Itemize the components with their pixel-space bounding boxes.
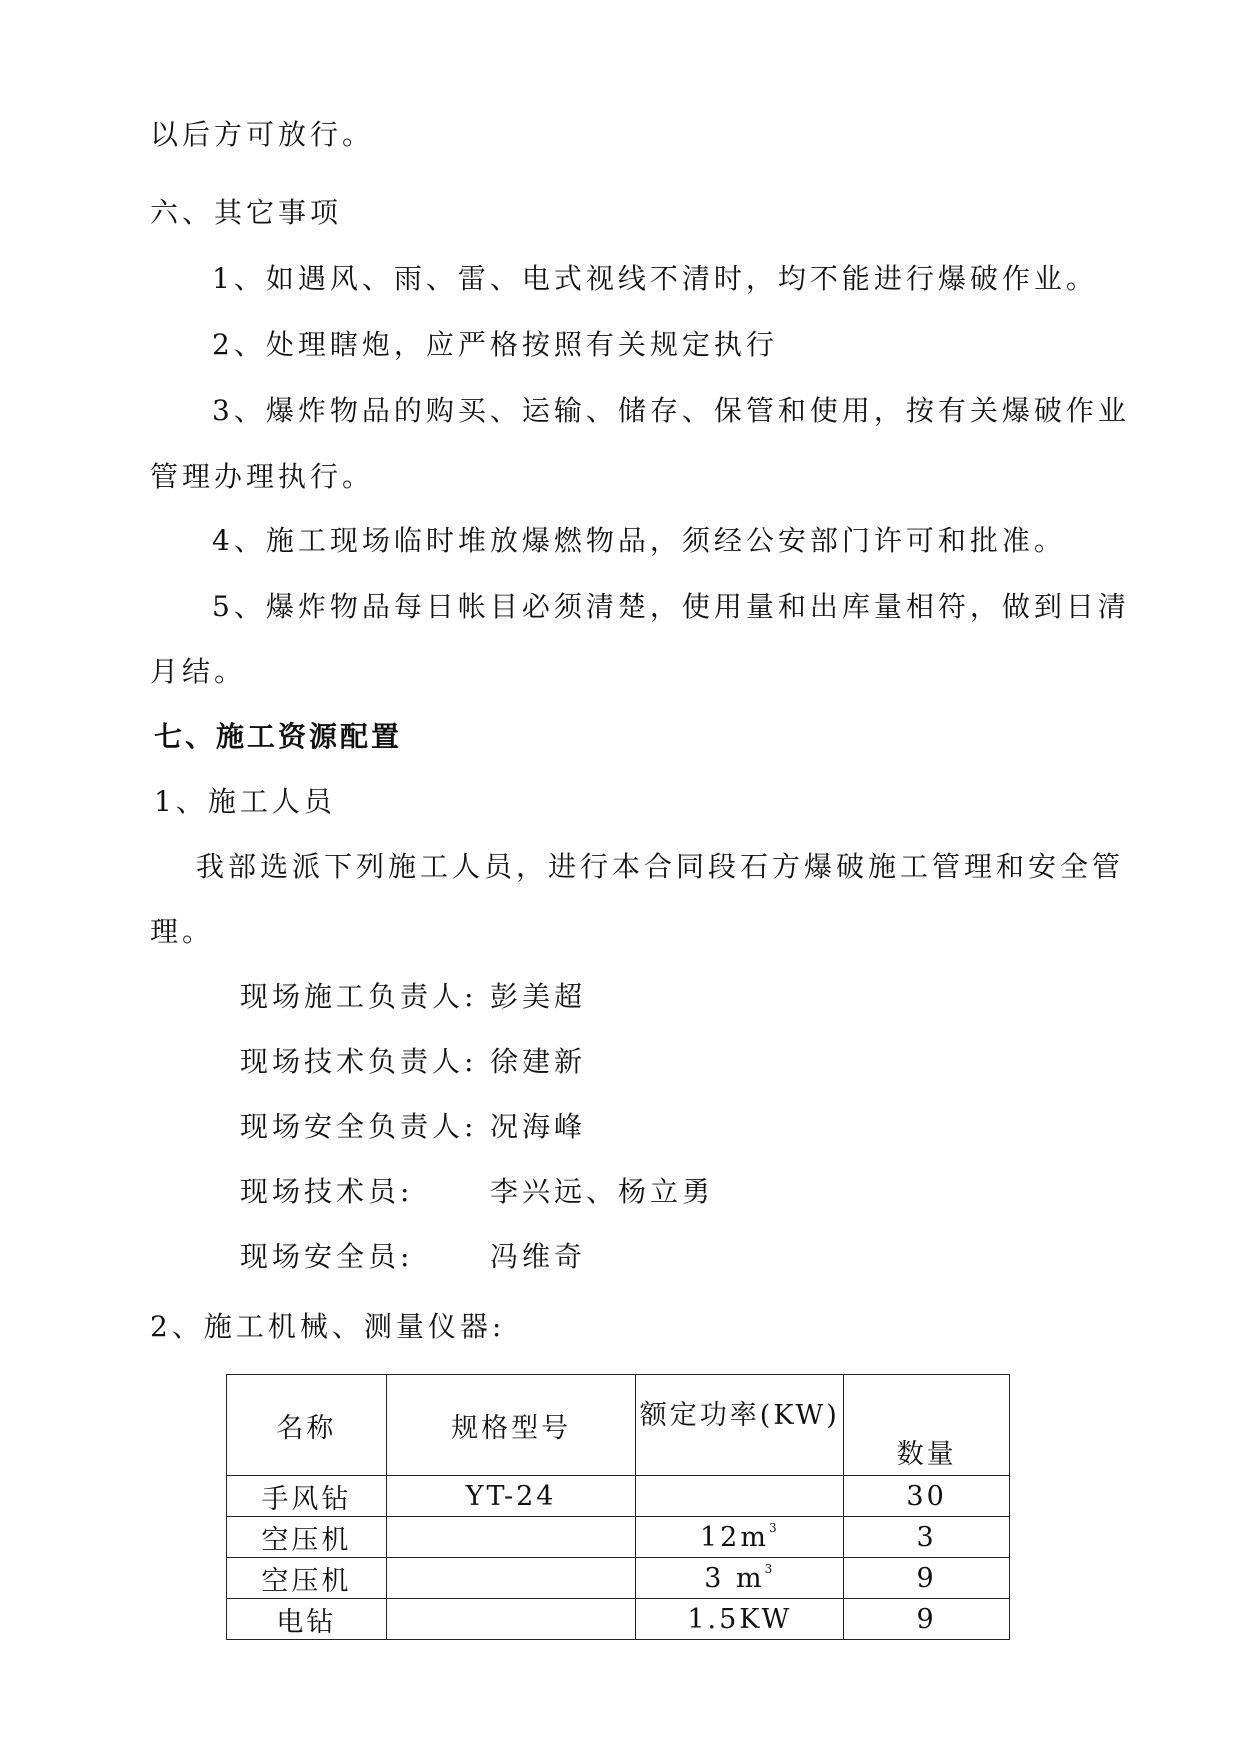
personnel-paragraph: 我部选派下列施工人员，进行本合同段石方爆破施工管理和安全管 xyxy=(196,850,1125,883)
cell-qty: 30 xyxy=(844,1476,1010,1517)
personnel-role: 现场施工负责人: xyxy=(240,980,478,1013)
table-row xyxy=(227,1599,1010,1640)
header-model: 规格型号 xyxy=(386,1375,636,1476)
header-qty: 数量 xyxy=(844,1375,1010,1476)
list-item-4: 4、施工现场临时堆放爆燃物品，须经公安部门许可和批准。 xyxy=(212,524,1066,557)
personnel-role: 现场技术员: xyxy=(240,1175,414,1208)
section-heading-six: 六、其它事项 xyxy=(150,196,343,229)
cell-qty: 3 xyxy=(844,1517,1010,1558)
cell-name: 空压机 xyxy=(227,1558,387,1599)
personnel-name: 李兴远、杨立勇 xyxy=(490,1175,715,1208)
cell-qty: 9 xyxy=(844,1599,1010,1640)
personnel-role: 现场技术负责人: xyxy=(240,1045,478,1078)
personnel-role: 现场安全负责人: xyxy=(240,1110,478,1143)
personnel-name: 况海峰 xyxy=(490,1110,587,1143)
table-row xyxy=(227,1476,1010,1517)
cell-name: 电钻 xyxy=(227,1599,387,1640)
cell-model xyxy=(386,1517,636,1558)
equipment-heading: 2、施工机械、测量仪器: xyxy=(150,1310,506,1343)
cell-name: 手风钻 xyxy=(227,1476,387,1517)
list-item-5: 5、爆炸物品每日帐目必须清楚，使用量和出库量相符，做到日清 xyxy=(212,590,1130,623)
list-item-2: 2、处理瞎炮，应严格按照有关规定执行 xyxy=(212,328,778,361)
personnel-paragraph-cont: 理。 xyxy=(150,915,215,948)
cell-power xyxy=(636,1476,844,1517)
cell-name: 空压机 xyxy=(227,1517,387,1558)
cell-power: 1.5KW xyxy=(636,1599,844,1640)
cell-power: $12m^3$ xyxy=(636,1517,844,1558)
cell-model xyxy=(386,1599,636,1640)
list-item-3: 3、爆炸物品的购买、运输、储存、保管和使用，按有关爆破作业 xyxy=(212,394,1130,427)
header-power: 额定功率(KW) xyxy=(636,1375,844,1476)
personnel-role: 现场安全员: xyxy=(240,1240,414,1273)
personnel-name: 彭美超 xyxy=(490,980,587,1013)
list-item-3-cont: 管理办理执行。 xyxy=(150,460,375,493)
cell-qty: 9 xyxy=(844,1558,1010,1599)
header-name: 名称 xyxy=(227,1375,387,1476)
table-row xyxy=(227,1517,1010,1558)
list-item-1: 1、如遇风、雨、雷、电式视线不清时，均不能进行爆破作业。 xyxy=(212,262,1098,295)
subsection-heading-personnel: 1、施工人员 xyxy=(154,785,336,818)
list-item-5-cont: 月结。 xyxy=(150,655,247,688)
personnel-name: 徐建新 xyxy=(490,1045,587,1078)
paragraph-line: 以后方可放行。 xyxy=(150,118,375,151)
equipment-table xyxy=(226,1374,1010,1640)
table-header-row xyxy=(227,1375,1010,1476)
section-heading-seven: 七、施工资源配置 xyxy=(154,720,403,753)
cell-model xyxy=(386,1558,636,1599)
cell-power: 3 $m^3$ xyxy=(636,1558,844,1599)
cell-model: YT-24 xyxy=(386,1476,636,1517)
personnel-name: 冯维奇 xyxy=(490,1240,587,1273)
table-row xyxy=(227,1558,1010,1599)
